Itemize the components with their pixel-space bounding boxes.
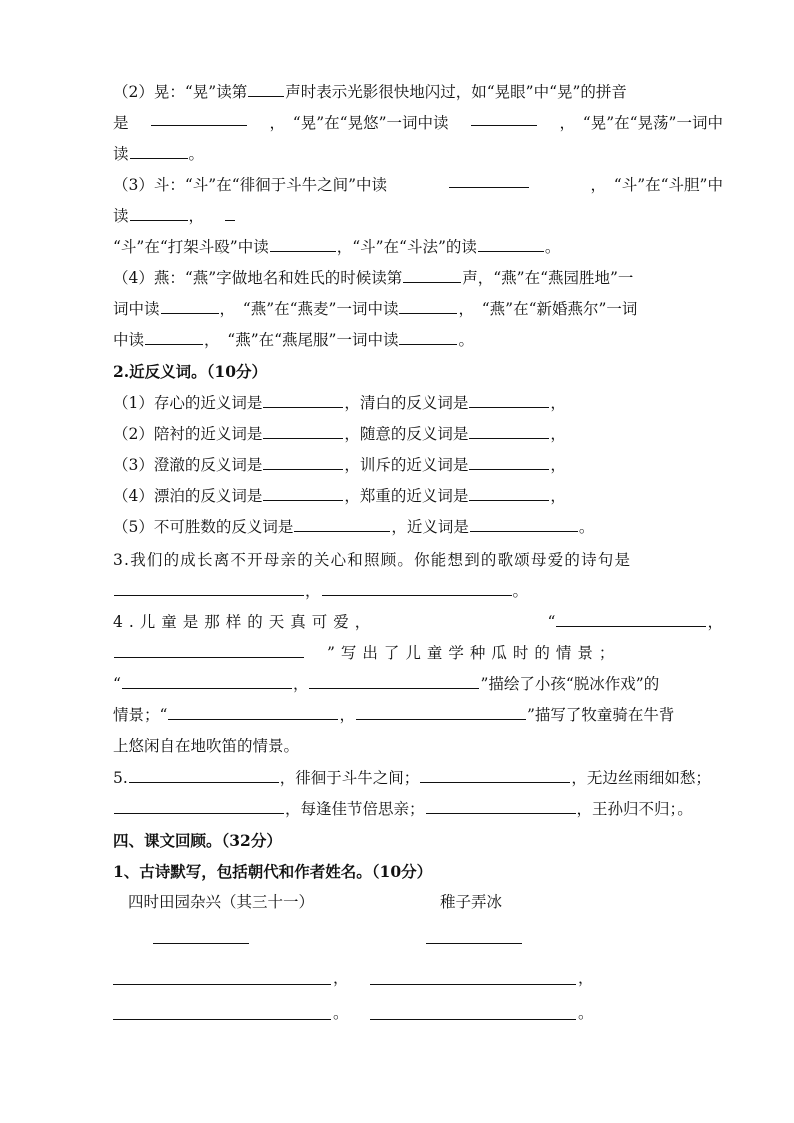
q4-label-yanmai: ， “燕”在“燕麦”一词中读: [219, 300, 399, 318]
q4child-comma-3: ，: [339, 706, 355, 724]
q4-tone-blank[interactable]: [403, 265, 461, 283]
q4-yanyuan-blank[interactable]: [161, 296, 219, 314]
q5-blank-1[interactable]: [129, 765, 279, 783]
item1-blank-b[interactable]: [469, 390, 549, 408]
q5-text-1: ，徘徊于斗牛之间；: [279, 769, 420, 787]
q4-label-xinhun: ， “燕”在“新婚燕尔”一词: [458, 300, 638, 318]
poem-left-author-blank[interactable]: [153, 942, 249, 944]
q3-douniu-blank[interactable]: [449, 170, 529, 188]
item4-blank-a[interactable]: [263, 483, 343, 501]
q3-label-dajia: “斗”在“打架斗殴”中读: [113, 238, 269, 256]
q5-text-3: ，每逢佳节倍思亲；: [285, 800, 425, 818]
item1-label-a: （1）存心的近义词是: [113, 394, 263, 412]
q4-line3: [113, 325, 723, 356]
q3poem-prompt: 3.我们的成长离不开母亲的关心和照顾。你能想到的歌颂母爱的诗句是: [113, 551, 632, 569]
poem-right-title: 稚子弄冰: [440, 893, 503, 911]
q4child-desc-3: ”描写了牧童骑在牛背: [526, 706, 675, 724]
q3poem-answer-line: [113, 576, 723, 607]
synonym-item-1: [113, 388, 723, 419]
item4-label-a: （4）漂泊的反义词是: [113, 487, 263, 505]
q2-end: 。: [188, 145, 205, 163]
q4-label-yanyuan: 声，“燕”在“燕园胜地”一: [462, 269, 634, 287]
q3-doudan-blank[interactable]: [130, 203, 188, 221]
q4child-blank-6[interactable]: [356, 702, 526, 720]
q2-huangyou-blank[interactable]: [471, 108, 537, 126]
q2-label-huangdang: ， “晃”在“晃荡”一词中: [559, 114, 723, 132]
q3-doufa-blank[interactable]: [478, 234, 544, 252]
item5-label-b: ，近义词是: [391, 518, 469, 536]
q3-label-doudan: ， “斗”在“斗胆”中: [590, 176, 723, 194]
item4-end: ，: [550, 487, 566, 505]
q4child-line1: [113, 607, 723, 638]
q2-suffix: 声时表示光影很快地闪过，如“晃眼”中“晃”的拼音: [285, 83, 627, 101]
item3-label-b: ，训斥的近义词是: [344, 456, 469, 474]
q4child-quote-3: 情景；“: [113, 706, 168, 724]
poem-left-line1-comma: ，: [333, 969, 349, 987]
item1-end: ，: [550, 394, 566, 412]
item5-blank-a[interactable]: [294, 514, 390, 532]
q2-line3: [113, 139, 723, 170]
item3-end: ，: [550, 456, 566, 474]
q4child-prompt: 4.儿童是那样的天真可爱，: [113, 613, 377, 631]
q2-huangdang-blank[interactable]: [130, 141, 188, 159]
synonym-item-4: [113, 481, 723, 512]
q4-line2: [113, 294, 723, 325]
poem-left-line2-period: 。: [333, 1004, 349, 1022]
poem-left-line2-blank[interactable]: [113, 1018, 331, 1020]
q4child-quote-open: [548, 607, 723, 638]
item2-blank-a[interactable]: [263, 421, 343, 439]
q5-line1: [113, 763, 723, 794]
q5-text-2: ，无边丝雨细如愁；: [571, 769, 711, 787]
q3-label-douniu: （3）斗：“斗”在“徘徊于斗牛之间”中读: [113, 176, 388, 194]
item2-blank-b[interactable]: [469, 421, 549, 439]
item1-label-b: ，清白的反义词是: [344, 394, 469, 412]
q2-pinyin-blank[interactable]: [151, 108, 247, 126]
q4child-blank-1[interactable]: [556, 609, 706, 627]
q4-label-tone: （4）燕：“燕”字做地名和姓氏的时候读第: [113, 269, 403, 287]
q4-yanweifu-blank[interactable]: [399, 327, 457, 345]
q2-text: [113, 77, 627, 108]
synonym-item-2: [113, 419, 723, 450]
synonym-item-3: [113, 450, 723, 481]
q3-line1: [113, 170, 723, 201]
q4child-desc-1: ”写出了儿童学种瓜时的情景；: [327, 644, 621, 662]
q2-line1: [113, 77, 723, 108]
q3poem-blank-b[interactable]: [322, 578, 512, 596]
q4child-line2: [113, 638, 723, 669]
poem-right-line2-period: 。: [578, 1004, 594, 1022]
section4-sub1: 1、古诗默写，包括朝代和作者姓名。（10分）: [113, 862, 433, 881]
q3-stray-blank: [225, 203, 235, 221]
q4-label-yanweifu: ， “燕”在“燕尾服”一词中读: [204, 331, 399, 349]
q5-line2: [113, 794, 723, 825]
q3-label-du: 读: [113, 207, 129, 225]
q2-prefix: （2）晃：“晃”读第: [113, 83, 248, 101]
q3-line3: [113, 232, 723, 263]
poem-right-line2-blank[interactable]: [370, 1018, 576, 1020]
q3-dajia-blank[interactable]: [270, 234, 336, 252]
poem-right-author-blank[interactable]: [426, 942, 522, 944]
q4child-blank-3[interactable]: [122, 671, 292, 689]
q4child-desc-2: ”描绘了小孩“脱冰作戏”的: [480, 675, 660, 693]
item3-label-a: （3）澄澈的反义词是: [113, 456, 263, 474]
poem-left-line1-blank[interactable]: [113, 983, 331, 985]
q5-blank-3[interactable]: [114, 796, 284, 814]
q4child-line3: [113, 669, 723, 700]
q3poem-end: 。: [512, 582, 529, 600]
q4child-comma-2: ，: [292, 675, 309, 693]
item2-label-a: （2）陪衬的近义词是: [113, 425, 263, 443]
q5-blank-4[interactable]: [426, 796, 576, 814]
item4-label-b: ，郑重的近义词是: [344, 487, 469, 505]
synonym-item-5: [113, 512, 723, 543]
item2-end: ，: [550, 425, 566, 443]
q4child-quote-2: “: [113, 675, 121, 693]
q3-end: 。: [544, 238, 561, 256]
item3-blank-a[interactable]: [263, 452, 343, 470]
q5-number: 5.: [113, 769, 128, 787]
q3-comma: ，: [188, 207, 205, 225]
q2-line2: [113, 108, 723, 139]
q4-end: 。: [458, 331, 474, 349]
q4child-comma: ，: [707, 613, 723, 631]
section2-heading: 2.近反义词。（10分）: [113, 362, 268, 381]
q4-yanmai-blank[interactable]: [399, 296, 457, 314]
q3-line2: [113, 201, 723, 232]
q3-label-doufa: ，“斗”在“斗法”的读: [336, 238, 477, 256]
q5-blank-2[interactable]: [420, 765, 570, 783]
q2-tone-blank[interactable]: [248, 79, 284, 97]
q4child-blank-4[interactable]: [309, 671, 479, 689]
section4-heading: 四、课文回顾。（32分）: [113, 831, 282, 850]
item1-blank-a[interactable]: [263, 390, 343, 408]
item5-blank-b[interactable]: [470, 514, 578, 532]
q4-label-cizhongdu: 词中读: [113, 300, 160, 318]
q4child-line4: [113, 700, 723, 731]
q2-label-du: 读: [113, 145, 129, 163]
q4child-blank-5[interactable]: [168, 702, 338, 720]
q3poem-comma: ，: [305, 582, 321, 600]
item5-label-a: （5）不可胜数的反义词是: [113, 518, 294, 536]
q5-text-4: ，王孙归不归；。: [576, 800, 693, 818]
item3-blank-b[interactable]: [469, 452, 549, 470]
q4child-blank-2[interactable]: [114, 640, 304, 658]
q4child-open-mark: “: [547, 613, 556, 631]
q4child-line5: 上悠闲自在地吹笛的情景。: [113, 737, 300, 755]
item2-label-b: ，随意的反义词是: [344, 425, 469, 443]
item5-end: 。: [578, 518, 595, 536]
q3poem-blank-a[interactable]: [114, 578, 304, 596]
poem-right-line1-blank[interactable]: [370, 983, 576, 985]
poem-right-line1-comma: ，: [578, 969, 594, 987]
q2-label-shi: 是: [113, 114, 129, 132]
q2-label-huangyou: ， “晃”在“晃悠”一词中读: [269, 114, 449, 132]
q4-line1: [113, 263, 723, 294]
item4-blank-b[interactable]: [469, 483, 549, 501]
poem-left-title: 四时田园杂兴（其三十一）: [128, 893, 315, 911]
q4-label-zhongdu: 中读: [113, 331, 145, 349]
q4-xinhun-blank[interactable]: [145, 327, 203, 345]
